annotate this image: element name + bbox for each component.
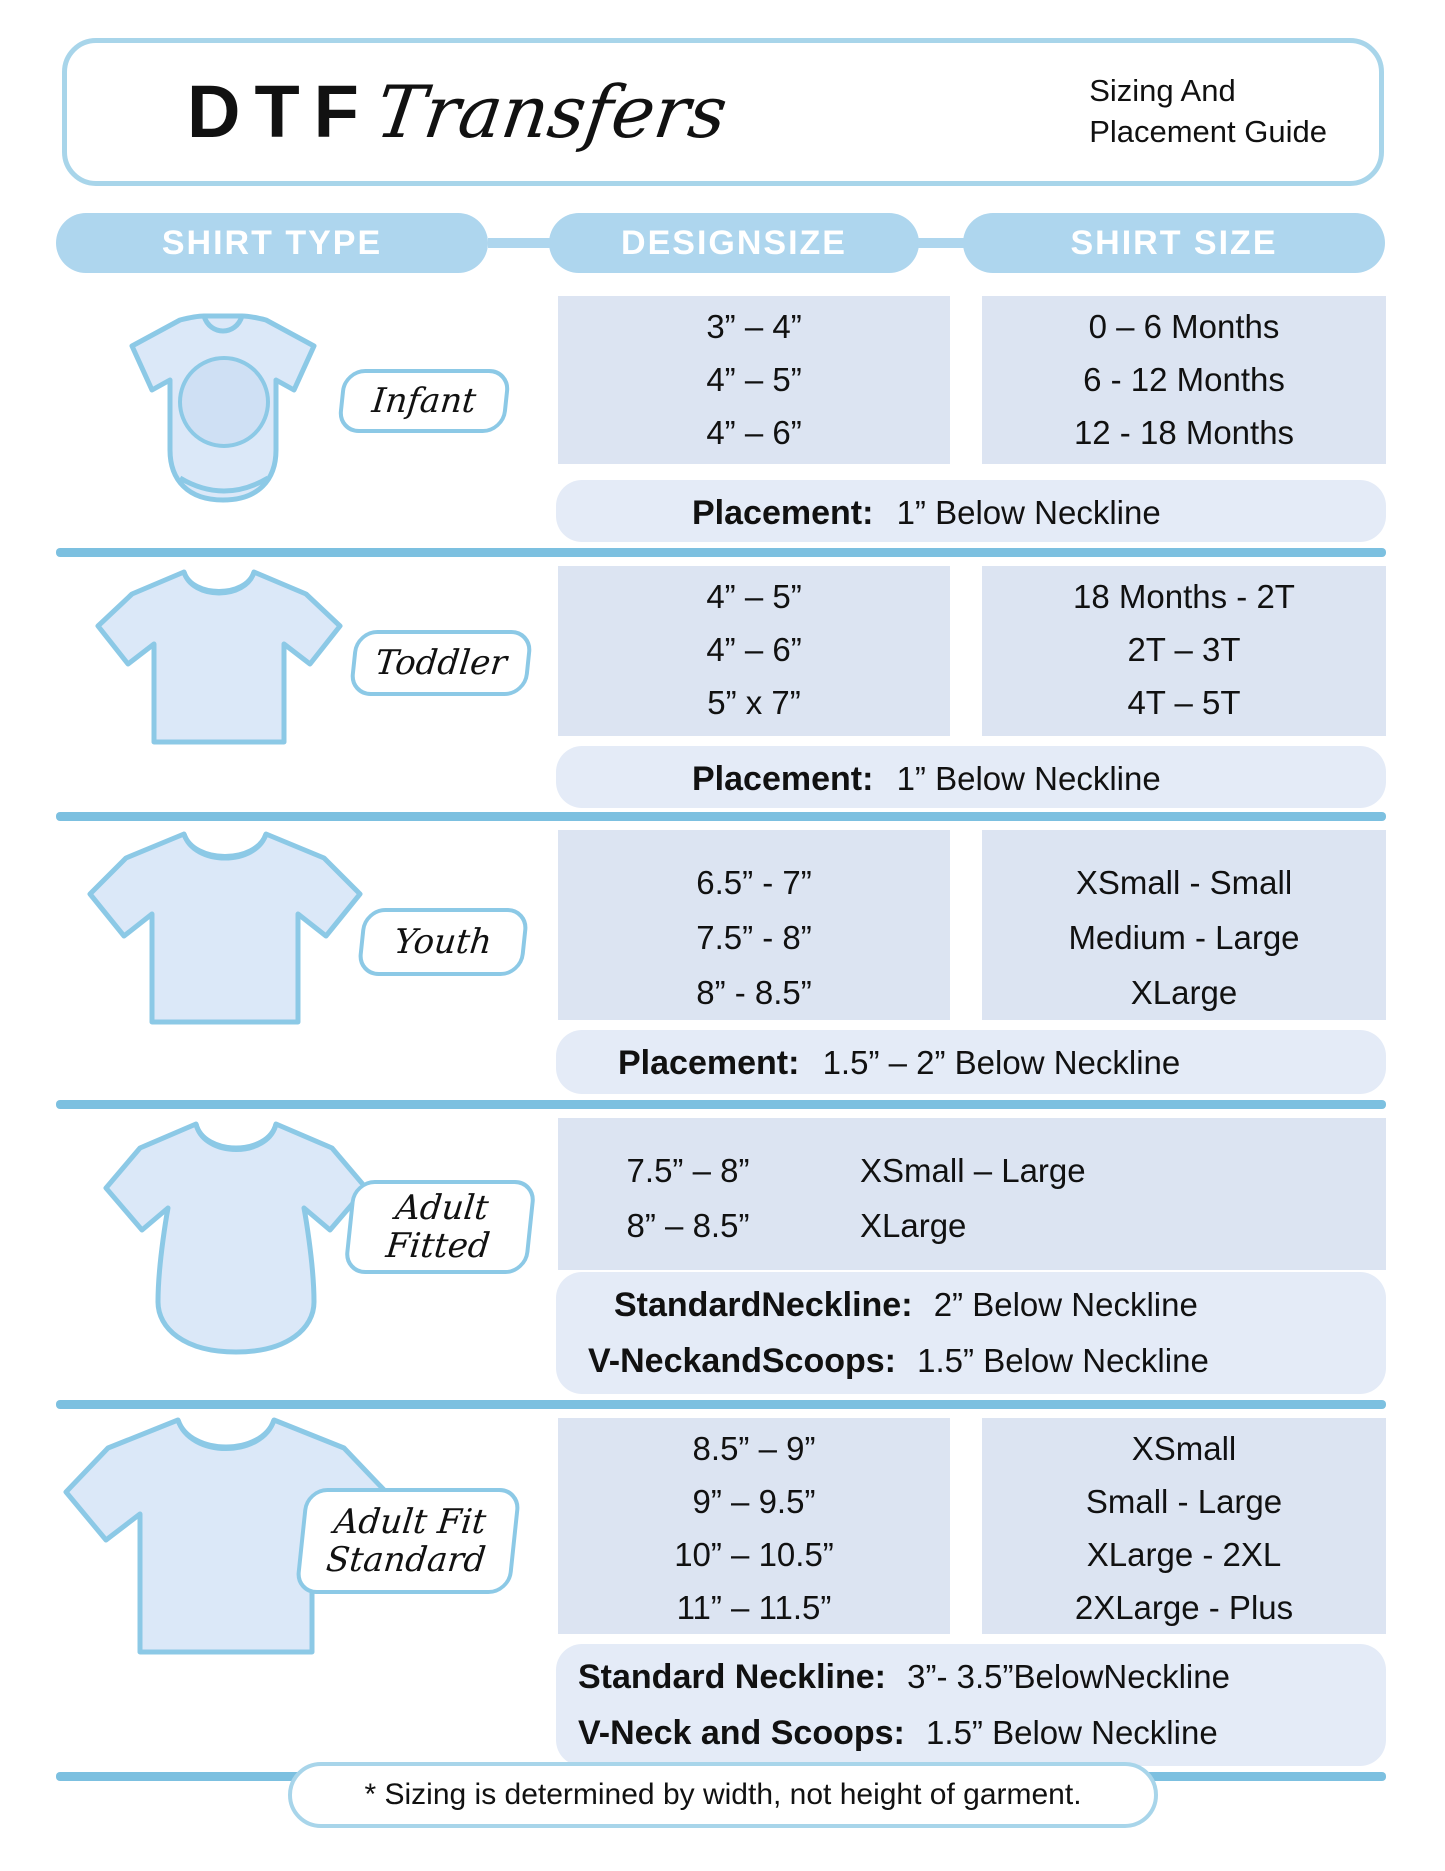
- shirt-type-label-infant: Infant: [370, 380, 478, 421]
- shirt-size-toddler-1: 18 Months - 2T: [1073, 578, 1295, 615]
- placement-value-adult-fitted-standard: 2” Below Neckline: [933, 1286, 1198, 1323]
- row-separator-2: [56, 812, 1386, 821]
- shirt-type-pill-infant: [337, 369, 512, 433]
- design-size-adult-standard-1: 8.5” – 9”: [692, 1430, 816, 1467]
- design-size-youth-3: 8” - 8.5”: [696, 974, 812, 1011]
- header-connector-1: [488, 238, 550, 248]
- shirt-type-pill-youth: [356, 908, 529, 976]
- shirt-size-youth-3: XLarge: [1130, 974, 1238, 1011]
- page-header: [62, 38, 1384, 186]
- placement-label-toddler: Placement:: [692, 760, 874, 798]
- placement-label-infant: Placement:: [692, 494, 874, 532]
- placement-value-adult-fitted-vneck: 1.5” Below Neckline: [917, 1342, 1209, 1379]
- header-subtitle-line1: Sizing And: [1089, 73, 1236, 108]
- logo-dtf-text: DTF: [187, 70, 373, 153]
- column-header-shirt-type: SHIRT TYPE: [56, 213, 488, 273]
- design-size-adult-standard-2: 9” – 9.5”: [692, 1483, 816, 1520]
- shirt-size-infant-2: 6 - 12 Months: [1083, 361, 1285, 398]
- placement-label-adult-standard-standard: Standard Neckline:: [578, 1658, 886, 1696]
- shirt-size-infant-3: 12 - 18 Months: [1073, 414, 1295, 451]
- shirt-size-youth-1: XSmall - Small: [1075, 864, 1293, 901]
- design-size-toddler-3: 5” x 7”: [707, 684, 801, 721]
- placement-toddler: [692, 760, 1161, 799]
- design-size-adult-standard-4: 11” – 11.5”: [676, 1589, 832, 1626]
- shirt-type-pill-adult-fit-standard: [294, 1488, 521, 1594]
- design-size-infant-1: 3” – 4”: [706, 308, 802, 345]
- tshirt-icon: [80, 822, 370, 1040]
- placement-youth: [618, 1044, 1180, 1083]
- design-size-adult-fitted-1: 7.5” – 8”: [626, 1152, 750, 1189]
- shirt-size-adult-standard-1: XSmall: [1131, 1430, 1237, 1467]
- logo: [187, 70, 733, 154]
- shirt-size-adult-fitted-2: XLarge: [860, 1207, 967, 1244]
- logo-transfers-text: Transfers: [370, 70, 733, 154]
- placement-label-adult-standard-vneck: V-Neck and Scoops:: [578, 1714, 905, 1752]
- placement-adult-fitted-standard: [614, 1286, 1198, 1325]
- shirt-size-adult-fitted-1: XSmall – Large: [860, 1152, 1086, 1189]
- design-size-toddler-1: 4” – 5”: [706, 578, 802, 615]
- header-subtitle-line2: Placement Guide: [1089, 113, 1327, 149]
- placement-value-adult-standard-standard: 3”- 3.5”BelowNeckline: [907, 1658, 1230, 1695]
- footnote: * Sizing is determined by width, not height of garment.: [288, 1762, 1158, 1828]
- shirt-size-adult-standard-2: Small - Large: [1085, 1483, 1283, 1520]
- placement-value-adult-standard-vneck: 1.5” Below Neckline: [926, 1714, 1218, 1751]
- shirt-size-toddler-3: 4T – 5T: [1127, 684, 1241, 721]
- shirt-type-label-adult-fit-standard: Adult Fit Standard: [324, 1501, 488, 1580]
- shirt-type-pill-toddler: [349, 630, 534, 696]
- design-size-adult-standard-3: 10” – 10.5”: [674, 1536, 834, 1573]
- header-subtitle: [1089, 71, 1327, 153]
- shirt-type-label-toddler: Toddler: [373, 642, 509, 683]
- design-size-youth-1: 6.5” - 7”: [696, 864, 812, 901]
- row-separator-3: [56, 1100, 1386, 1109]
- placement-adult-standard-standard: [578, 1658, 1230, 1697]
- tshirt-icon: [88, 560, 350, 760]
- shirt-type-pill-adult-fitted: [343, 1180, 537, 1274]
- placement-value-toddler: 1” Below Neckline: [896, 760, 1161, 797]
- placement-value-youth: 1.5” – 2” Below Neckline: [822, 1044, 1181, 1081]
- placement-infant: [692, 494, 1161, 533]
- placement-label-youth: Placement:: [618, 1044, 800, 1082]
- fitted-tshirt-icon: [96, 1112, 376, 1364]
- shirt-type-label-youth: Youth: [392, 921, 494, 962]
- column-header-shirt-size: SHIRT SIZE: [963, 213, 1385, 273]
- design-size-adult-fitted-2: 8” – 8.5”: [626, 1207, 750, 1244]
- placement-value-infant: 1” Below Neckline: [896, 494, 1161, 531]
- placement-label-adult-fitted-vneck: V-NeckandScoops:: [588, 1342, 896, 1380]
- design-size-youth-2: 7.5” - 8”: [696, 919, 812, 956]
- shirt-size-youth-2: Medium - Large: [1068, 919, 1300, 956]
- shirt-size-adult-standard-4: 2XLarge - Plus: [1074, 1589, 1294, 1626]
- design-size-infant-3: 4” – 6”: [706, 414, 802, 451]
- design-size-infant-2: 4” – 5”: [706, 361, 802, 398]
- row-separator-1: [56, 548, 1386, 557]
- placement-label-adult-fitted-standard: StandardNeckline:: [614, 1286, 913, 1324]
- design-size-toddler-2: 4” – 6”: [706, 631, 802, 668]
- shirt-size-infant-1: 0 – 6 Months: [1088, 308, 1280, 345]
- shirt-size-adult-standard-3: XLarge - 2XL: [1086, 1536, 1282, 1573]
- shirt-type-label-adult-fitted: Adult Fitted: [384, 1187, 492, 1266]
- column-header-design-size: DESIGNSIZE: [549, 213, 919, 273]
- onesie-icon: [118, 310, 328, 515]
- placement-adult-standard-vneck: [578, 1714, 1218, 1753]
- header-connector-2: [918, 238, 964, 248]
- shirt-size-toddler-2: 2T – 3T: [1127, 631, 1241, 668]
- placement-adult-fitted-vneck: [588, 1342, 1209, 1381]
